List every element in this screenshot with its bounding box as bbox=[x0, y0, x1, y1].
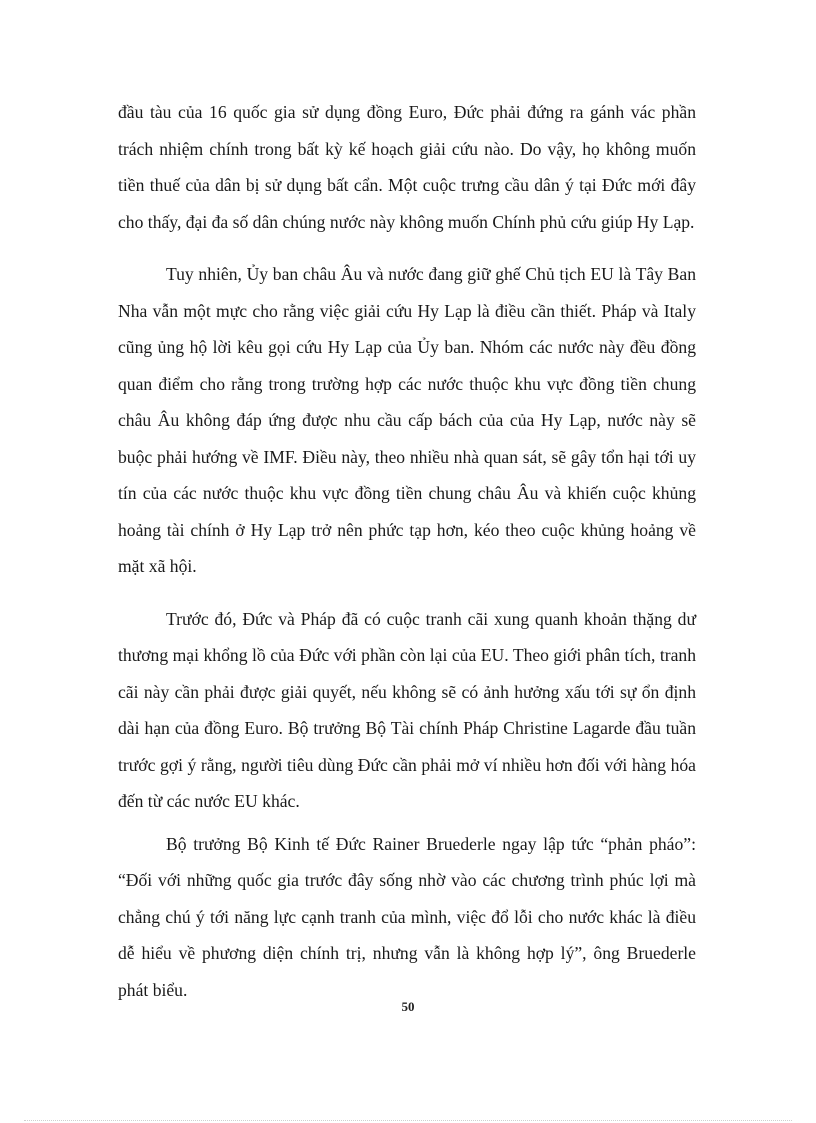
page-bottom-divider bbox=[24, 1120, 792, 1121]
page-number: 50 bbox=[401, 999, 415, 1014]
document-body bbox=[118, 94, 696, 1008]
paragraph-4: Bộ trưởng Bộ Kinh tế Đức Rainer Bruederle ngay lập tức “phản pháo”: “Đối với những quốc gia trước đây sống nhờ vào các chương trình phúc lợi mà chẳng chú ý tới năng lực cạnh tranh của mình, việc đổ lỗi cho nước khác là điều dễ hiểu về phương diện chính trị, nhưng vẫn là không hợp lý”, ông Bruederle phát biểu. bbox=[118, 833, 696, 1000]
paragraph-1: đầu tàu của 16 quốc gia sử dụng đồng Euro, Đức phải đứng ra gánh vác phần trách nhiệm chính trong bất kỳ kế hoạch giải cứu nào. Do vậy, họ không muốn tiền thuế của dân bị sử dụng bất cẩn. Một cuộc trưng cầu dân ý tại Đức mới đây cho thấy, đại đa số dân chúng nước này không muốn Chính phủ cứu giúp Hy Lạp. bbox=[118, 102, 696, 232]
paragraph-2: Tuy nhiên, Ủy ban châu Âu và nước đang giữ ghế Chủ tịch EU là Tây Ban Nha vẫn một mực cho rằng việc giải cứu Hy Lạp là điều cần thiết. Pháp và Italy cũng ủng hộ lời kêu gọi cứu Hy Lạp của Ủy ban. Nhóm các nước này đều đồng quan điểm cho rằng trong trường hợp các nước thuộc khu vực đồng tiền chung châu Âu không đáp ứng được nhu cầu cấp bách của của Hy Lạp, nước này sẽ buộc phải hướng về IMF. Điều này, theo nhiều nhà quan sát, sẽ gây tổn hại tới uy tín của các nước thuộc khu vực đồng tiền chung châu Âu và khiến cuộc khủng hoảng tài chính ở Hy Lạp trở nên phức tạp hơn, kéo theo cuộc khủng hoảng về mặt xã hội. bbox=[118, 264, 696, 576]
paragraph-3: Trước đó, Đức và Pháp đã có cuộc tranh cãi xung quanh khoản thặng dư thương mại khổng lồ của Đức với phần còn lại của EU. Theo giới phân tích, tranh cãi này cần phải được giải quyết, nếu không sẽ có ảnh hưởng xấu tới sự ổn định dài hạn của đồng Euro. Bộ trưởng Bộ Tài chính Pháp Christine Lagarde đầu tuần trước gợi ý rằng, người tiêu dùng Đức cần phải mở ví nhiều hơn đối với hàng hóa đến từ các nước EU khác. bbox=[118, 608, 696, 811]
